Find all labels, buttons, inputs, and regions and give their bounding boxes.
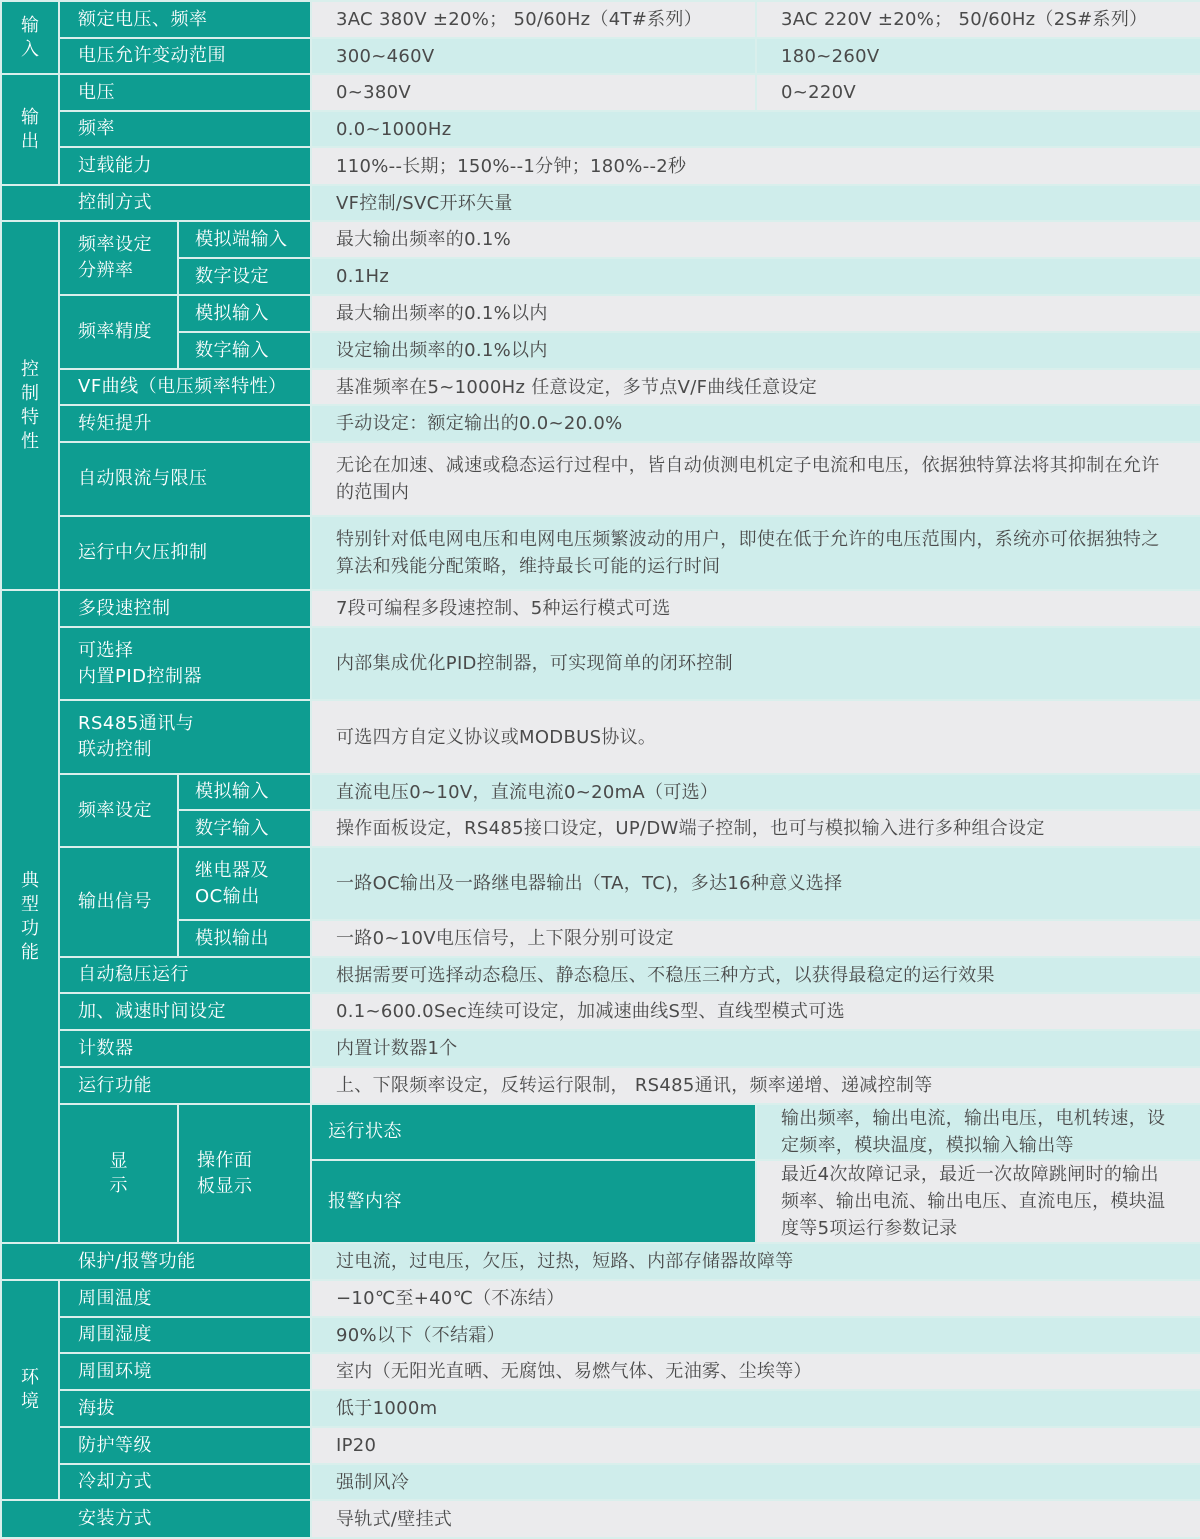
label-altitude: 海拔 (59, 1390, 311, 1427)
label-rs485 (59, 700, 311, 774)
label-panel-line2: 板显示 (197, 1175, 253, 1197)
row-control-mode (1, 185, 1200, 221)
label-cooling: 冷却方式 (59, 1464, 311, 1500)
row-freq-resolution-analog (1, 221, 1200, 258)
label-undervoltage: 运行中欠压抑制 (59, 516, 311, 590)
label-relay-line1: 继电器及 (195, 859, 269, 881)
label-freq-accuracy-analog: 模拟输入 (178, 295, 311, 332)
label-installation: 安装方式 (1, 1500, 311, 1538)
label-output-voltage: 电压 (59, 74, 311, 111)
label-display-alarm: 报警内容 (311, 1160, 756, 1243)
value-freq-resolution-digital: 0.1Hz (311, 258, 1200, 295)
value-voltage-range-2s: 180~260V (756, 38, 1200, 74)
value-auto-limit: 无论在加速、减速或稳态运行过程中，皆自动侦测电机定子电流和电压，依据独特算法将其抑制在允许的范围内 (311, 442, 1200, 516)
row-freq-accuracy-digital (1, 332, 1200, 369)
value-protection: 过电流，过电压，欠压，过热，短路、内部存储器故障等 (311, 1243, 1200, 1280)
label-counter: 计数器 (59, 1030, 311, 1067)
row-torque-boost (1, 405, 1200, 442)
category-control: 控制特性 (1, 221, 59, 590)
value-freq-accuracy-digital: 设定输出频率的0.1%以内 (311, 332, 1200, 369)
label-accel-time: 加、减速时间设定 (59, 993, 311, 1030)
value-rated-voltage-4t: 3AC 380V ±20%； 50/60Hz（4T#系列） (311, 1, 756, 38)
label-output-signal-relay (178, 847, 311, 920)
label-pid (59, 627, 311, 700)
value-output-signal-relay: 一路OC输出及一路继电器输出（TA，TC)，多达16种意义选择 (311, 847, 1200, 920)
label-rs485-line2: 联动控制 (78, 739, 152, 760)
row-accel-time (1, 993, 1200, 1030)
value-installation: 导轨式/壁挂式 (311, 1500, 1200, 1538)
value-protection-class: IP20 (311, 1427, 1200, 1464)
value-freq-resolution-analog: 最大输出频率的0.1% (311, 221, 1200, 258)
label-multispeed: 多段速控制 (59, 590, 311, 627)
label-voltage-range: 电压允许变动范围 (59, 38, 311, 74)
value-environment: 室内（无阳光直晒、无腐蚀、易燃气体、无油雾、尘埃等） (311, 1353, 1200, 1390)
label-output-frequency: 频率 (59, 111, 311, 147)
row-altitude (1, 1390, 1200, 1427)
value-auto-regulation: 根据需要可选择动态稳压、静态稳压、不稳压三种方式，以获得最稳定的运行效果 (311, 957, 1200, 993)
row-output-signal-relay (1, 847, 1200, 920)
row-display-status (1, 1104, 1200, 1160)
value-rated-voltage-2s: 3AC 220V ±20%； 50/60Hz（2S#系列） (756, 1, 1200, 38)
value-output-signal-analog: 一路0~10V电压信号，上下限分别可设定 (311, 920, 1200, 957)
label-freq-set-analog: 模拟输入 (178, 774, 311, 810)
row-pid (1, 627, 1200, 700)
label-freq-accuracy-digital: 数字输入 (178, 332, 311, 369)
value-run-functions: 上、下限频率设定，反转运行限制， RS485通讯，频率递增、递减控制等 (311, 1067, 1200, 1104)
label-output-signal: 输出信号 (59, 847, 178, 957)
label-panel-display (178, 1104, 311, 1243)
value-freq-accuracy-analog: 最大输出频率的0.1%以内 (311, 295, 1200, 332)
label-auto-regulation: 自动稳压运行 (59, 957, 311, 993)
row-undervoltage (1, 516, 1200, 590)
value-altitude: 低于1000m (311, 1390, 1200, 1427)
row-output-frequency (1, 111, 1200, 147)
row-installation (1, 1500, 1200, 1538)
value-undervoltage: 特别针对低电网电压和电网电压频繁波动的用户，即使在低于允许的电压范围内，系统亦可依据独特之算法和残能分配策略，维持最长可能的运行时间 (311, 516, 1200, 590)
row-output-signal-analog (1, 920, 1200, 957)
value-torque-boost: 手动设定：额定输出的0.0~20.0% (311, 405, 1200, 442)
row-voltage-range (1, 38, 1200, 74)
label-rs485-line1: RS485通讯与 (78, 713, 195, 734)
value-display-status: 输出频率，输出电流，输出电压，电机转速，设定频率，模块温度，模拟输入输出等 (756, 1104, 1200, 1160)
value-pid: 内部集成优化PID控制器，可实现简单的闭环控制 (311, 627, 1200, 700)
row-rs485 (1, 700, 1200, 774)
value-ambient-temp: −10℃至+40℃（不冻结） (311, 1280, 1200, 1317)
row-cooling (1, 1464, 1200, 1500)
category-environment: 环境 (1, 1280, 59, 1500)
label-protection-class: 防护等级 (59, 1427, 311, 1464)
value-overload: 110%--长期；150%--1分钟；180%--2秒 (311, 147, 1200, 185)
label-freq-accuracy: 频率精度 (59, 295, 178, 369)
value-counter: 内置计数器1个 (311, 1030, 1200, 1067)
row-protection (1, 1243, 1200, 1280)
row-rated-voltage (1, 1, 1200, 38)
row-counter (1, 1030, 1200, 1067)
row-vf-curve (1, 369, 1200, 405)
label-environment: 周围环境 (59, 1353, 311, 1390)
label-overload: 过载能力 (59, 147, 311, 185)
row-overload (1, 147, 1200, 185)
label-panel-line1: 操作面 (197, 1149, 253, 1171)
row-freq-resolution-digital (1, 258, 1200, 295)
value-control-mode: VF控制/SVC开环矢量 (311, 185, 1200, 221)
label-output-signal-analog: 模拟输出 (178, 920, 311, 957)
row-protection-class (1, 1427, 1200, 1464)
label-freq-set-digital: 数字输入 (178, 810, 311, 847)
category-output: 输出 (1, 74, 59, 185)
label-ambient-temp: 周围温度 (59, 1280, 311, 1317)
value-vf-curve: 基准频率在5~1000Hz 任意设定，多节点V/F曲线任意设定 (311, 369, 1200, 405)
label-protection: 保护/报警功能 (1, 1243, 311, 1280)
row-ambient-temp (1, 1280, 1200, 1317)
label-torque-boost: 转矩提升 (59, 405, 311, 442)
label-freq-resolution-digital: 数字设定 (178, 258, 311, 295)
value-output-voltage-2s: 0~220V (756, 74, 1200, 111)
label-pid-line2: 内置PID控制器 (78, 665, 203, 687)
row-run-functions (1, 1067, 1200, 1104)
value-rs485: 可选四方自定义协议或MODBUS协议。 (311, 700, 1200, 774)
row-auto-regulation (1, 957, 1200, 993)
row-output-voltage (1, 74, 1200, 111)
row-freq-set-digital (1, 810, 1200, 847)
label-freq-resolution-analog: 模拟端输入 (178, 221, 311, 258)
value-output-voltage-4t: 0~380V (311, 74, 756, 111)
value-accel-time: 0.1~600.0Sec连续可设定，加减速曲线S型、直线型模式可选 (311, 993, 1200, 1030)
row-humidity (1, 1317, 1200, 1353)
value-freq-set-digital: 操作面板设定，RS485接口设定，UP/DW端子控制，也可与模拟输入进行多种组合设定 (311, 810, 1200, 847)
category-functions: 典型功能 (1, 590, 59, 1243)
label-display-status: 运行状态 (311, 1104, 756, 1160)
row-multispeed (1, 590, 1200, 627)
label-control-mode: 控制方式 (1, 185, 311, 221)
value-cooling: 强制风冷 (311, 1464, 1200, 1500)
row-freq-set-analog (1, 774, 1200, 810)
label-freq-resolution: 频率设定分辨率 (59, 221, 178, 295)
value-voltage-range-4t: 300~460V (311, 38, 756, 74)
label-auto-limit: 自动限流与限压 (59, 442, 311, 516)
row-environment (1, 1353, 1200, 1390)
value-humidity: 90%以下（不结霜） (311, 1317, 1200, 1353)
label-relay-line2: OC输出 (195, 885, 260, 907)
value-multispeed: 7段可编程多段速控制、5种运行模式可选 (311, 590, 1200, 627)
label-freq-set: 频率设定 (59, 774, 178, 847)
row-freq-accuracy-analog (1, 295, 1200, 332)
value-display-alarm: 最近4次故障记录，最近一次故障跳闸时的输出频率、输出电流、输出电压、直流电压，模块温度等5项运行参数记录 (756, 1160, 1200, 1243)
label-rated-voltage: 额定电压、频率 (59, 1, 311, 38)
value-freq-set-analog: 直流电压0~10V，直流电流0~20mA（可选） (311, 774, 1200, 810)
category-display: 显示 (59, 1104, 178, 1243)
label-run-functions: 运行功能 (59, 1067, 311, 1104)
row-auto-limit (1, 442, 1200, 516)
label-pid-line1: 可选择 (78, 639, 134, 661)
label-vf-curve: VF曲线（电压频率特性） (59, 369, 311, 405)
category-input: 输入 (1, 1, 59, 74)
label-humidity: 周围湿度 (59, 1317, 311, 1353)
value-output-frequency: 0.0~1000Hz (311, 111, 1200, 147)
